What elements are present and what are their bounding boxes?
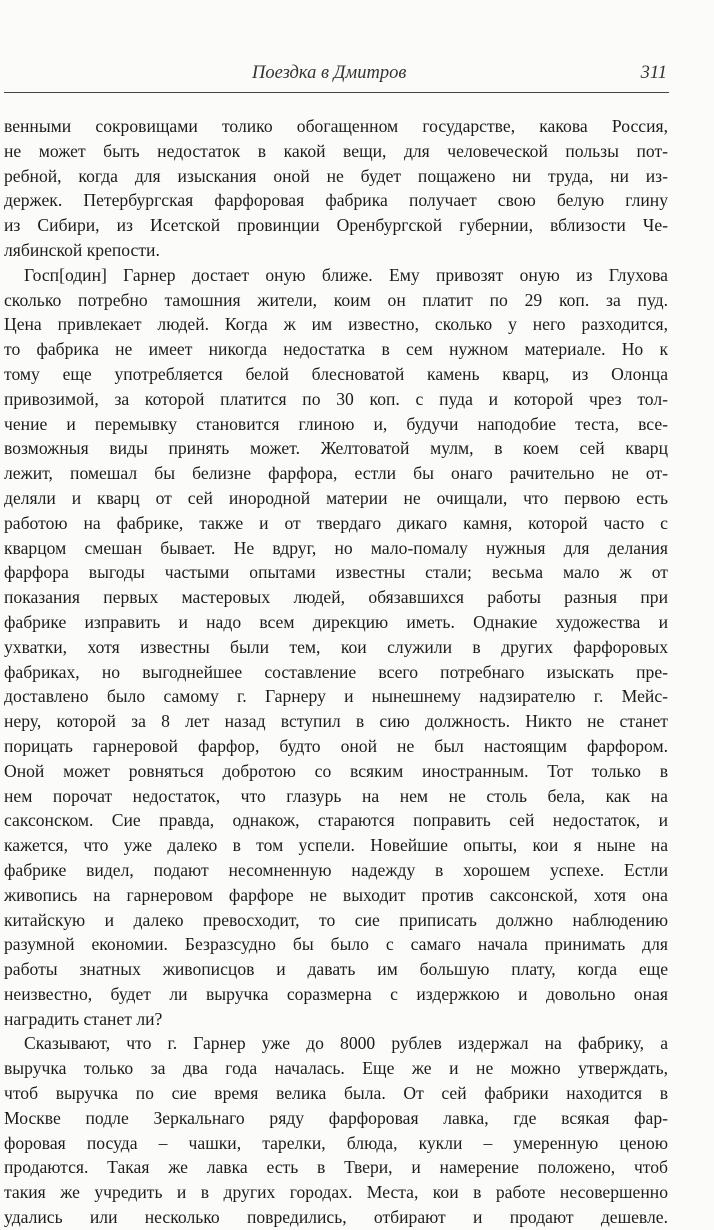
paragraph-3 [4,1031,668,1229]
paragraph-2 [4,263,668,1032]
text-line: продаются. Такая же лавка есть в Твери, и намерение положено, чтоб [4,1157,668,1178]
text-line: такия же учредить и в других городах. Места, кои в работе несовершенно [4,1182,668,1203]
text-line: возможныя виды принять может. Желтоватой мулм, в коем сей кварц [4,438,668,459]
text-line: неру, которой за 8 лет назад вступил в сию должность. Никто не станет [4,711,668,732]
text-line: нем порочат недостаток, что глазурь на нем не столь бела, как на [4,785,668,806]
text-line: фабриках, но выгоднейшее составление всего потребнаго изыскать пре- [4,661,668,682]
text-line: фабрике видел, подают несомненную надежду в хорошем успехе. Естли [4,859,668,880]
text-line: фабрике изправить и надо всем дирекцию иметь. Однакие художества и [4,611,668,632]
text-line: порицать гарнеровой фарфор, будто оной не был настоящим фарфором. [4,735,668,756]
text-line: кварцом смешан бывает. Не вдруг, но мало-помалу нужныя для делания [4,537,668,558]
text-line: работою на фабрике, также и от твердаго дикаго камня, которой часто с [4,512,668,533]
text-line: китайскую и далеко превосходит, то сие приписать должно наблюдению [4,909,668,930]
body-text [4,114,668,1230]
text-line: фарфора выгоды частыми опытами известны стали; весьма мало ж от [4,562,668,583]
text-line: чтоб выручка по сие время велика была. От сей фабрики находится в [4,1083,668,1104]
text-line: ухватки, хотя известны были тем, кои служили в других фарфоровых [4,636,668,657]
text-line: деляли и кварц от сей инородной материи не очищали, что первою есть [4,487,668,508]
paragraph-1 [4,114,668,263]
text-line: чение и перемывку становится глиною и, будучи наподобие теста, все- [4,413,668,434]
text-line: кажется, что уже далеко в том успели. Новейшие опыты, кои я ныне на [4,835,668,856]
running-title: Поездка в Дмитров [252,63,407,83]
text-line: Сказывают, что г. Гарнер уже до 8000 рублев издержал на фабрику, а [24,1033,668,1054]
text-line: привозимой, за которой платится по 30 коп. с пуда и которой чрез тол- [4,388,668,409]
text-line: из Сибири, из Исетской провинции Оренбургской губернии, вблизости Че- [4,215,668,236]
text-line: сколько потребно тамошния жители, коим он платит по 29 коп. за пуд. [4,289,668,310]
text-line: работы знатных живописцов и давать им большую плату, когда еще [4,959,668,980]
text-line: форовая посуда – чашки, тарелки, блюда, кукли – умеренную ценою [4,1132,668,1153]
text-line: Оной может ровняться добротою со всяким иностранным. Тот только в [4,760,668,781]
text-line: лябинской крепости. [4,239,160,260]
running-header [4,58,669,93]
text-line: держек. Петербургская фарфоровая фабрика получает свою белую глину [4,190,668,211]
text-line: венными сокровищами толико обогащенном государстве, какова Россия, [4,116,668,136]
text-line: показания первых мастеровых людей, обязавшихся работы разныя при [4,587,668,608]
text-line: ребной, когда для изыскания оной не будет пощажено ни труда, ни из- [4,165,668,186]
text-line: разумной економии. Безразсудно бы было с самаго начала принимать для [4,934,668,955]
text-line: выручка только за два года началась. Еще же и не можно утверждать, [4,1058,668,1079]
text-line: наградить станет ли? [4,1008,163,1029]
text-line: саксонском. Сие правда, однакож, стараются поправить сей недостаток, и [4,810,668,831]
text-line: тому еще употребляется белой блесноватой камень кварц, из Олонца [4,363,668,384]
text-line: Москве подле Зеркальнаго ряду фарфоровая лавка, где всякая фар- [4,1107,668,1128]
text-line: лежит, помешал бы белизне фарфора, естли бы онаго рачительно не от- [4,463,668,484]
text-line: Госп[один] Гарнер достает оную ближе. Ему привозят оную из Глухова [24,264,668,285]
text-line: Цена привлекает людей. Когда ж им известно, сколько у него разходится, [4,314,668,335]
text-line: живопись на гарнеровом фарфоре не выходит против саксонской, хотя она [4,884,668,905]
text-line: то фабрика не имеет никогда недостатка в сем нужном материале. Но к [4,339,668,360]
text-line: неизвестно, будет ли выручка соразмерна с издержкою и довольно оная [4,983,668,1004]
page-number: 311 [640,63,667,83]
text-line: не может быть недостаток в какой вещи, для человеческой пользы пот- [4,140,668,161]
text-line: доставлено было самому г. Гарнеру и нынешнему надзирателю г. Мейс- [4,686,668,707]
text-line: удались или несколько повредились, отбирают и продают дешевле. [4,1207,668,1228]
